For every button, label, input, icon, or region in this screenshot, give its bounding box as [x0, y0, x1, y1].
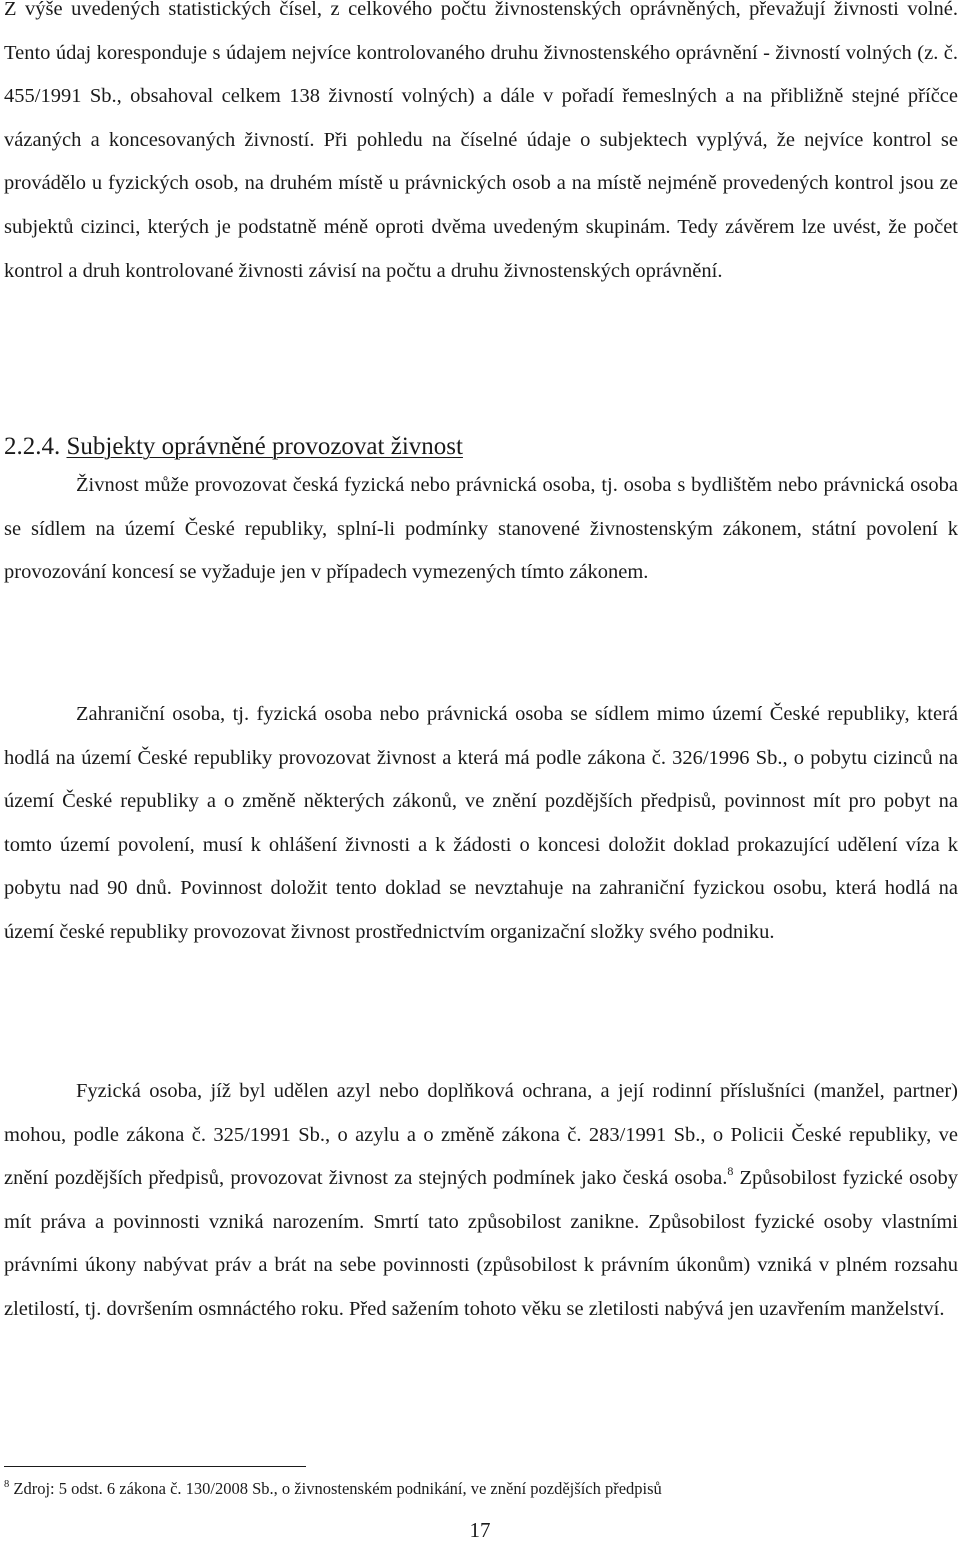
section-heading: [4, 425, 463, 469]
footnote-marker: 8: [4, 1479, 10, 1490]
footnote-text: Zdroj: 5 odst. 6 zákona č. 130/2008 Sb., o živnostenském podnikání, ve znění pozdějších předpisů: [9, 1479, 662, 1498]
paragraph-statistics: Z výše uvedených statistických čísel, z celkového počtu živnostenských oprávněných, převažují živnosti volné. Tento údaj koresponduje s údajem nejvíce kontrolovaného druhu živnostenského oprávnění - živností volných (z. č. 455/1991 Sb., obsahoval celkem 138 živností volných) a dále v pořadí řemeslných a na přibližně stejné příčce vázaných a koncesovaných živností. Při pohledu na číselné údaje o subjektech vyplývá, že nejvíce kontrol se provádělo u fyzických osob, na druhém místě u právnických osob a na místě nejméně provedených kontrol jsou ze subjektů cizinci, kterých je podstatně méně oproti dvěma uvedeným skupinám. Tedy závěrem lze uvést, že počet kontrol a druh kontrolované živnosti závisí na počtu a druhu živnostenských oprávnění.: [4, 0, 958, 282]
paragraph-asylum-text-before: Fyzická osoba, jíž byl udělen azyl nebo doplňková ochrana, a její rodinní příslušníci (manžel, partner) mohou, podle zákona č. 325/1991 Sb., o azylu a o změně zákona č. 283/1991 Sb., o Policii České republiky, ve znění pozdějších předpisů, provozovat živnost za stejných podmínek jako česká osoba.: [4, 1080, 958, 1190]
paragraph-asylum-persons: [4, 1070, 958, 1332]
section-number: 2.2.4.: [4, 433, 61, 460]
page-number: 17: [469, 1518, 491, 1542]
footnote-separator: [4, 1466, 306, 1467]
section-title: Subjekty oprávněné provozovat živnost: [66, 433, 463, 460]
paragraph-czech-persons: Živnost může provozovat česká fyzická nebo právnická osoba, tj. osoba s bydlištěm nebo právnická osoba se sídlem na území České republiky, splní-li podmínky stanovené živnostenským zákonem, státní povolení k provozování koncesí se vyžaduje jen v případech vymezených tímto zákonem.: [4, 474, 958, 584]
paragraph-asylum-text-after: Způsobilost fyzické osoby mít práva a povinnosti vzniká narozením. Smrtí tato způsobilost zanikne. Způsobilost fyzické osoby vlastními právními úkony nabývat práv a brát na sebe povinnosti (způsobilost k právním úkonům) vzniká v plném rozsahu zletilostí, tj. dovršením osmnáctého roku. Před sažením tohoto věku se zletilosti nabývá jen uzavřením manželství.: [4, 1167, 958, 1320]
footnote: [4, 1477, 958, 1501]
footnote-reference: 8: [727, 1164, 734, 1179]
paragraph-foreign-persons: Zahraniční osoba, tj. fyzická osoba nebo právnická osoba se sídlem mimo území České republiky, která hodlá na území České republiky provozovat živnost a která má podle zákona č. 326/1996 Sb., o pobytu cizinců na území České republiky a o změně některých zákonů, ve znění pozdějších předpisů, povinnost mít pro pobyt na tomto území povolení, musí k ohlášení živnosti a k žádosti o koncesi doložit doklad prokazující udělení víza k pobytu nad 90 dnů. Povinnost doložit tento doklad se nevztahuje na zahraniční fyzickou osobu, která hodlá na území české republiky provozovat živnost prostřednictvím organizační složky svého podniku.: [4, 703, 958, 943]
